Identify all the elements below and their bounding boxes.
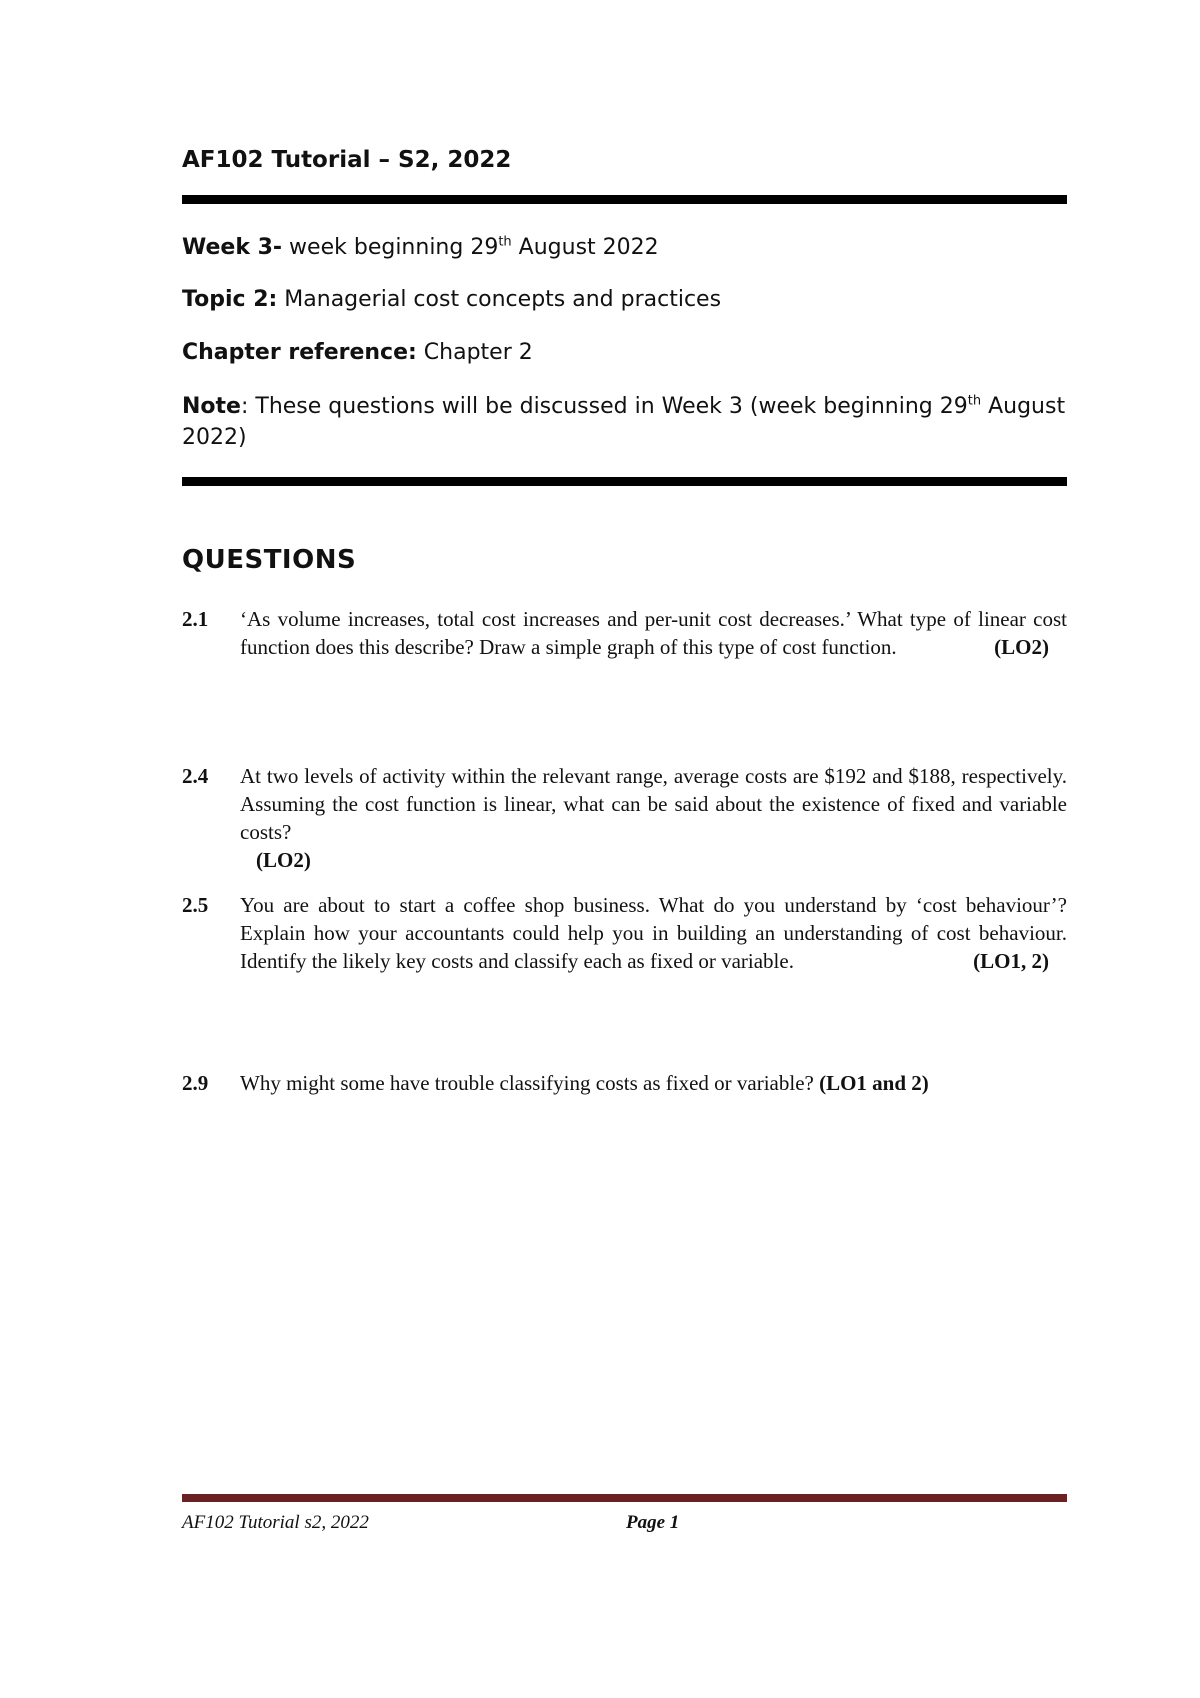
topic-label: Topic 2: bbox=[182, 287, 278, 312]
learning-outcome: (LO2) bbox=[256, 848, 311, 872]
footer-document-name: AF102 Tutorial s2, 2022 bbox=[182, 1512, 369, 1533]
learning-outcome: (LO2) bbox=[994, 635, 1049, 659]
chapter-text: Chapter 2 bbox=[416, 340, 533, 365]
note-label: Note bbox=[182, 394, 241, 419]
question-2-5 bbox=[182, 891, 1067, 975]
question-number: 2.5 bbox=[182, 893, 209, 917]
question-text-wrap bbox=[240, 1069, 1067, 1097]
week-line bbox=[182, 232, 1067, 263]
note-text-post: August 2022) bbox=[182, 394, 1066, 450]
topic-text: Managerial cost concepts and practices bbox=[277, 287, 722, 312]
question-text: You are about to start a coffee shop business. What do you understand by ‘cost behaviour’? Explain how your accountants could help you in building an understanding of cost behaviour. Identify the likely key costs and classify each as fixed or variable. bbox=[240, 893, 1067, 973]
week-label: Week 3- bbox=[182, 235, 283, 260]
footer-divider bbox=[182, 1494, 1067, 1502]
note-line bbox=[182, 391, 1067, 453]
week-text-pre: week beginning 29 bbox=[282, 235, 499, 260]
question-text: At two levels of activity within the relevant range, average costs are $192 and $188, respectively. Assuming the cost function is linear, what can be said about the existence of fixed and variable costs? bbox=[240, 764, 1067, 844]
question-2-4 bbox=[182, 762, 1067, 874]
note-text-pre: : These questions will be discussed in Week 3 (week beginning 29 bbox=[240, 394, 968, 419]
question-2-1 bbox=[182, 605, 1067, 661]
chapter-label: Chapter reference: bbox=[182, 340, 417, 365]
question-number: 2.1 bbox=[182, 607, 209, 631]
week-sup: th bbox=[498, 234, 512, 250]
section-divider bbox=[182, 477, 1067, 486]
page-title: AF102 Tutorial – S2, 2022 bbox=[182, 147, 512, 173]
question-text: Why might some have trouble classifying costs as fixed or variable? bbox=[240, 1071, 820, 1095]
week-text-post: August 2022 bbox=[511, 235, 659, 260]
question-2-9 bbox=[182, 1069, 1067, 1097]
question-number: 2.9 bbox=[182, 1071, 209, 1095]
note-sup: th bbox=[967, 393, 982, 409]
questions-heading: QUESTIONS bbox=[182, 545, 357, 575]
question-text: ‘As volume increases, total cost increases and per-unit cost decreases.’ What type of linear cost function does this describe? Draw a simple graph of this type of cost function. bbox=[240, 607, 1067, 659]
learning-outcome: (LO1, 2) bbox=[973, 949, 1049, 973]
question-number: 2.4 bbox=[182, 764, 209, 788]
topic-line bbox=[182, 284, 1067, 315]
chapter-line bbox=[182, 337, 1067, 368]
header-divider bbox=[182, 195, 1067, 204]
learning-outcome: (LO1 and 2) bbox=[819, 1071, 929, 1095]
footer-page-number: Page 1 bbox=[626, 1512, 680, 1533]
